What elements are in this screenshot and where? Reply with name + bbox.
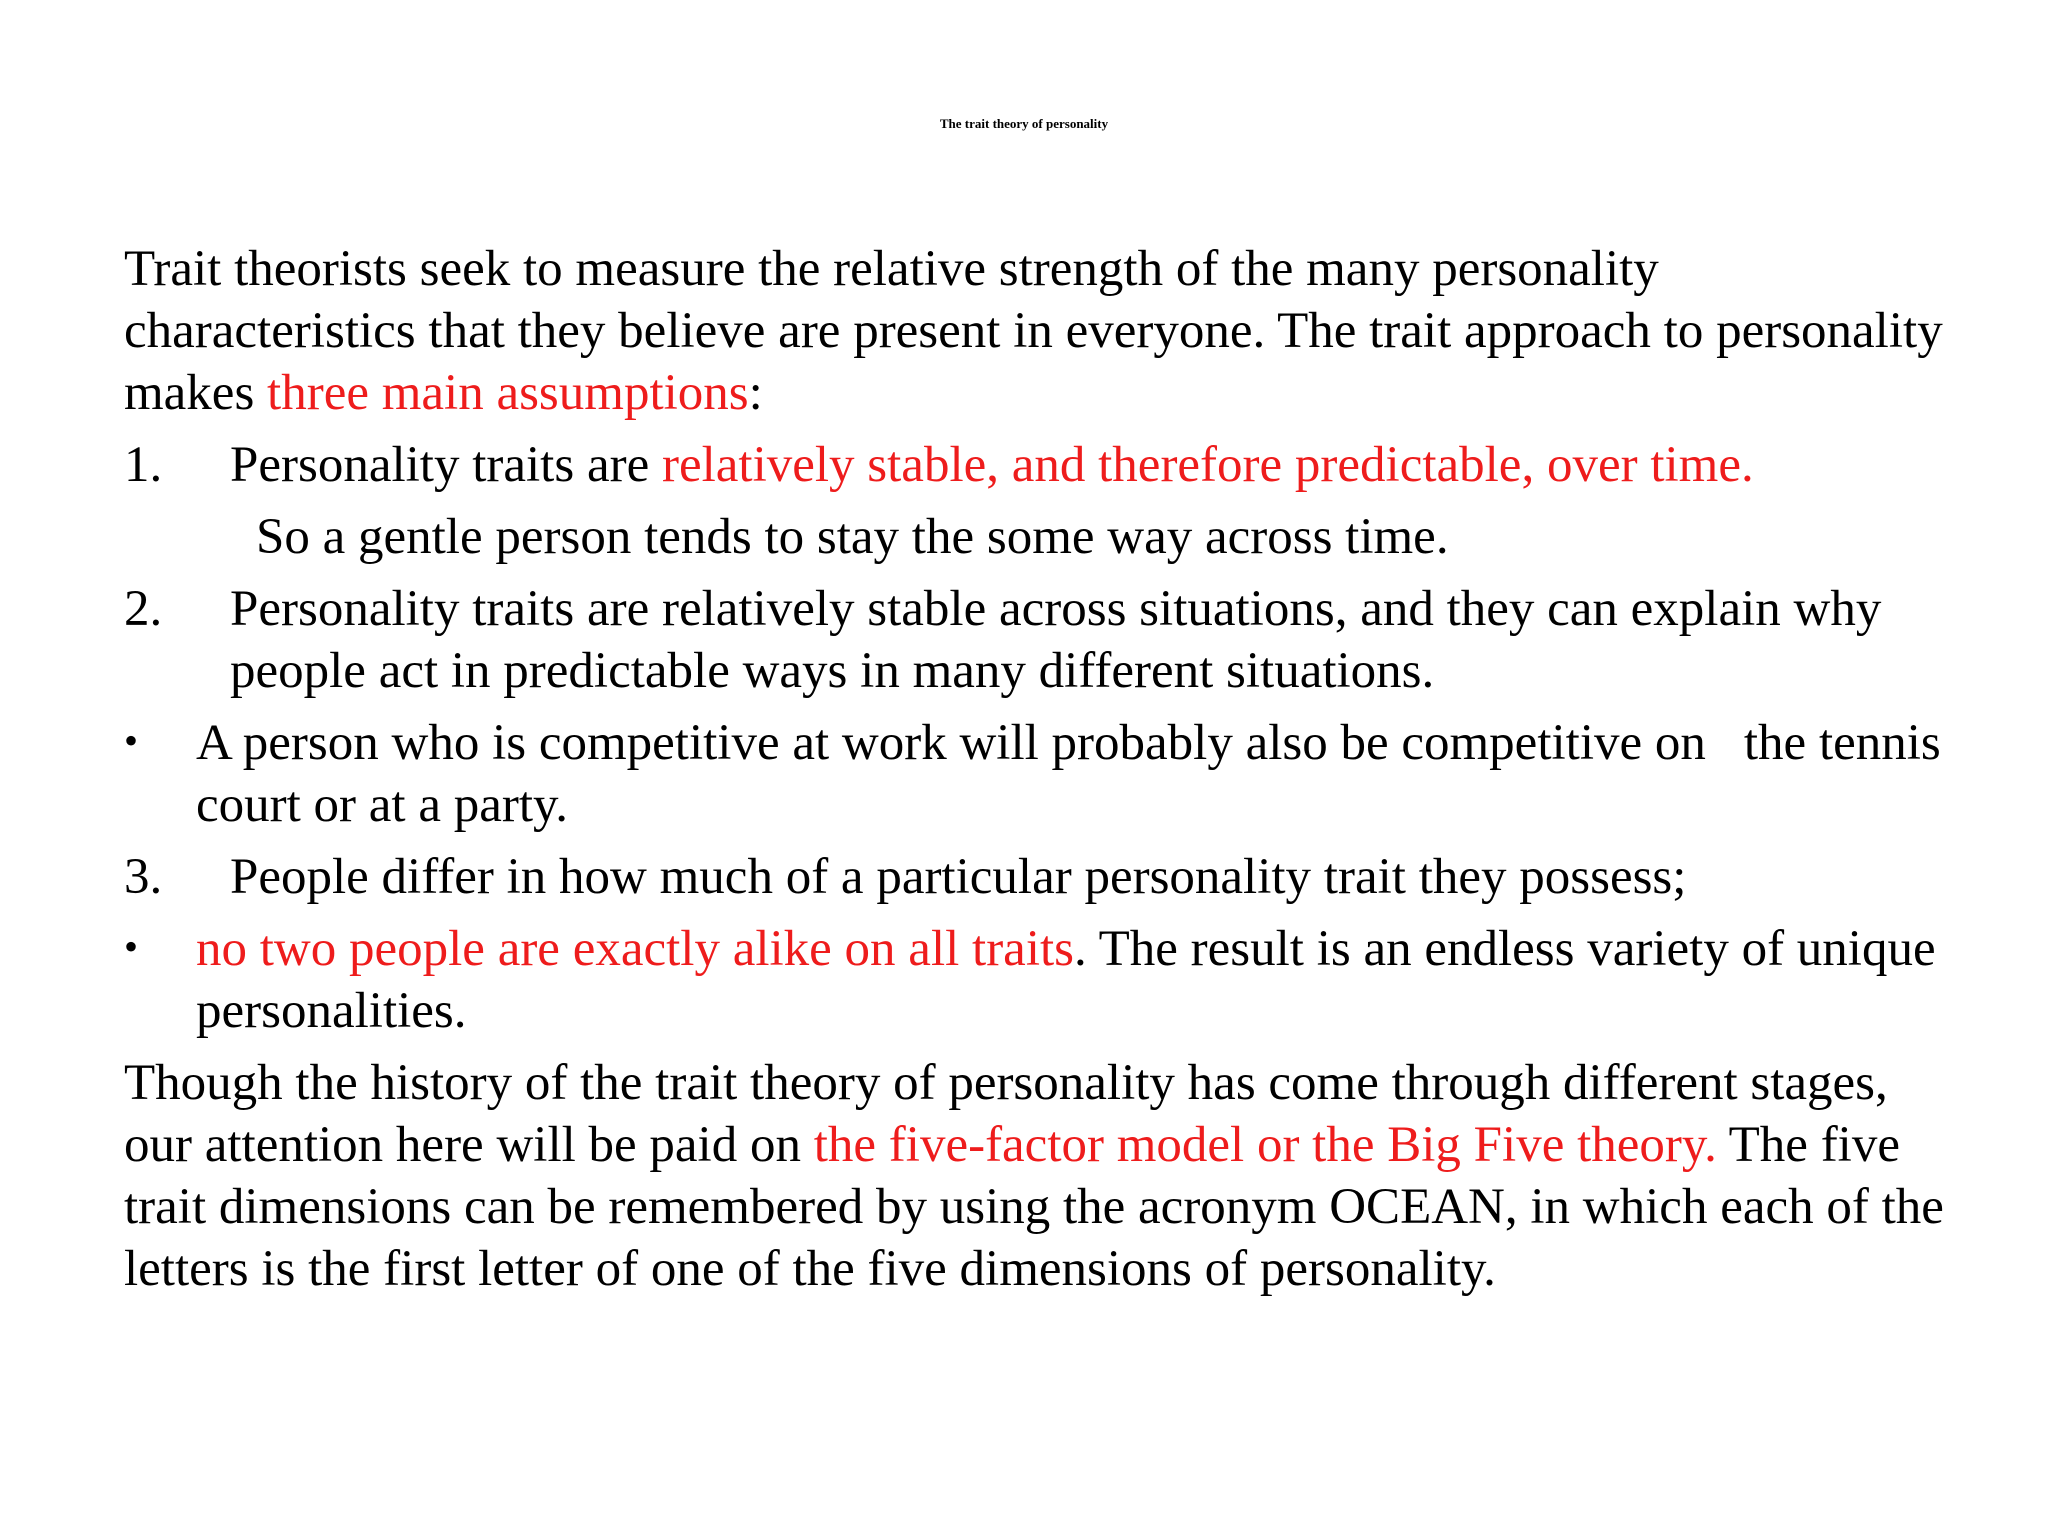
numbered-item-1: [124, 434, 1944, 496]
intro-paragraph: [124, 238, 1944, 424]
item-number-2: 2.: [124, 581, 163, 637]
closing-highlight: the five-factor model or the Big Five theory.: [813, 1117, 1717, 1173]
bullet-icon: •: [124, 718, 139, 763]
numbered-item-2: [124, 578, 1944, 702]
bullet-1-text-end: tennis court or at a party.: [196, 715, 1941, 833]
intro-text: Trait theorists seek to measure the relative strength of the many personality characteristics that they believe are present in everyone. The trait approach to personality makes: [124, 241, 1943, 421]
bullet-1-text: A person who is competitive at work will probably also be competitive on: [196, 715, 1706, 771]
item-1-text: Personality traits are: [230, 437, 662, 493]
intro-highlight: three main assumptions: [267, 365, 749, 421]
item-1-example: So a gentle person tends to stay the some way across time.: [256, 509, 1449, 565]
slide-title: The trait theory of personality: [939, 116, 1109, 131]
bullet-2-highlight: no two people are exactly alike on all traits: [196, 921, 1075, 977]
item-3-text: People differ in how much of a particular personality trait they possess;: [230, 849, 1687, 905]
slide-body: [124, 238, 1944, 1300]
closing-text-end: The five trait dimensions can be remembered by using the acronym OCEAN, in which each of the letters is the first letter of one of the five dimensions of personality.: [124, 1117, 1944, 1297]
bullet-1-text-gap: the: [1743, 715, 1807, 771]
numbered-item-3: [124, 846, 1944, 908]
bullet-icon: •: [124, 924, 139, 969]
closing-text: Though the history of the trait theory of personality has come through different stages, our attention here will be paid on: [124, 1055, 1888, 1173]
bullet-2-text: . The result is an endless variety of unique personalities.: [196, 921, 1936, 1039]
item-2-text: Personality traits are relatively stable across situations, and they can explain why people act in predictable ways in many different situations.: [230, 581, 1882, 699]
bullet-item-1: [124, 712, 1944, 836]
bullet-item-2: [124, 918, 1944, 1042]
intro-colon: :: [748, 365, 763, 421]
closing-paragraph: [124, 1052, 1944, 1300]
item-number-1: 1.: [124, 437, 163, 493]
item-1-highlight: relatively stable, and therefore predictable, over time.: [661, 437, 1754, 493]
item-number-3: 3.: [124, 849, 163, 905]
